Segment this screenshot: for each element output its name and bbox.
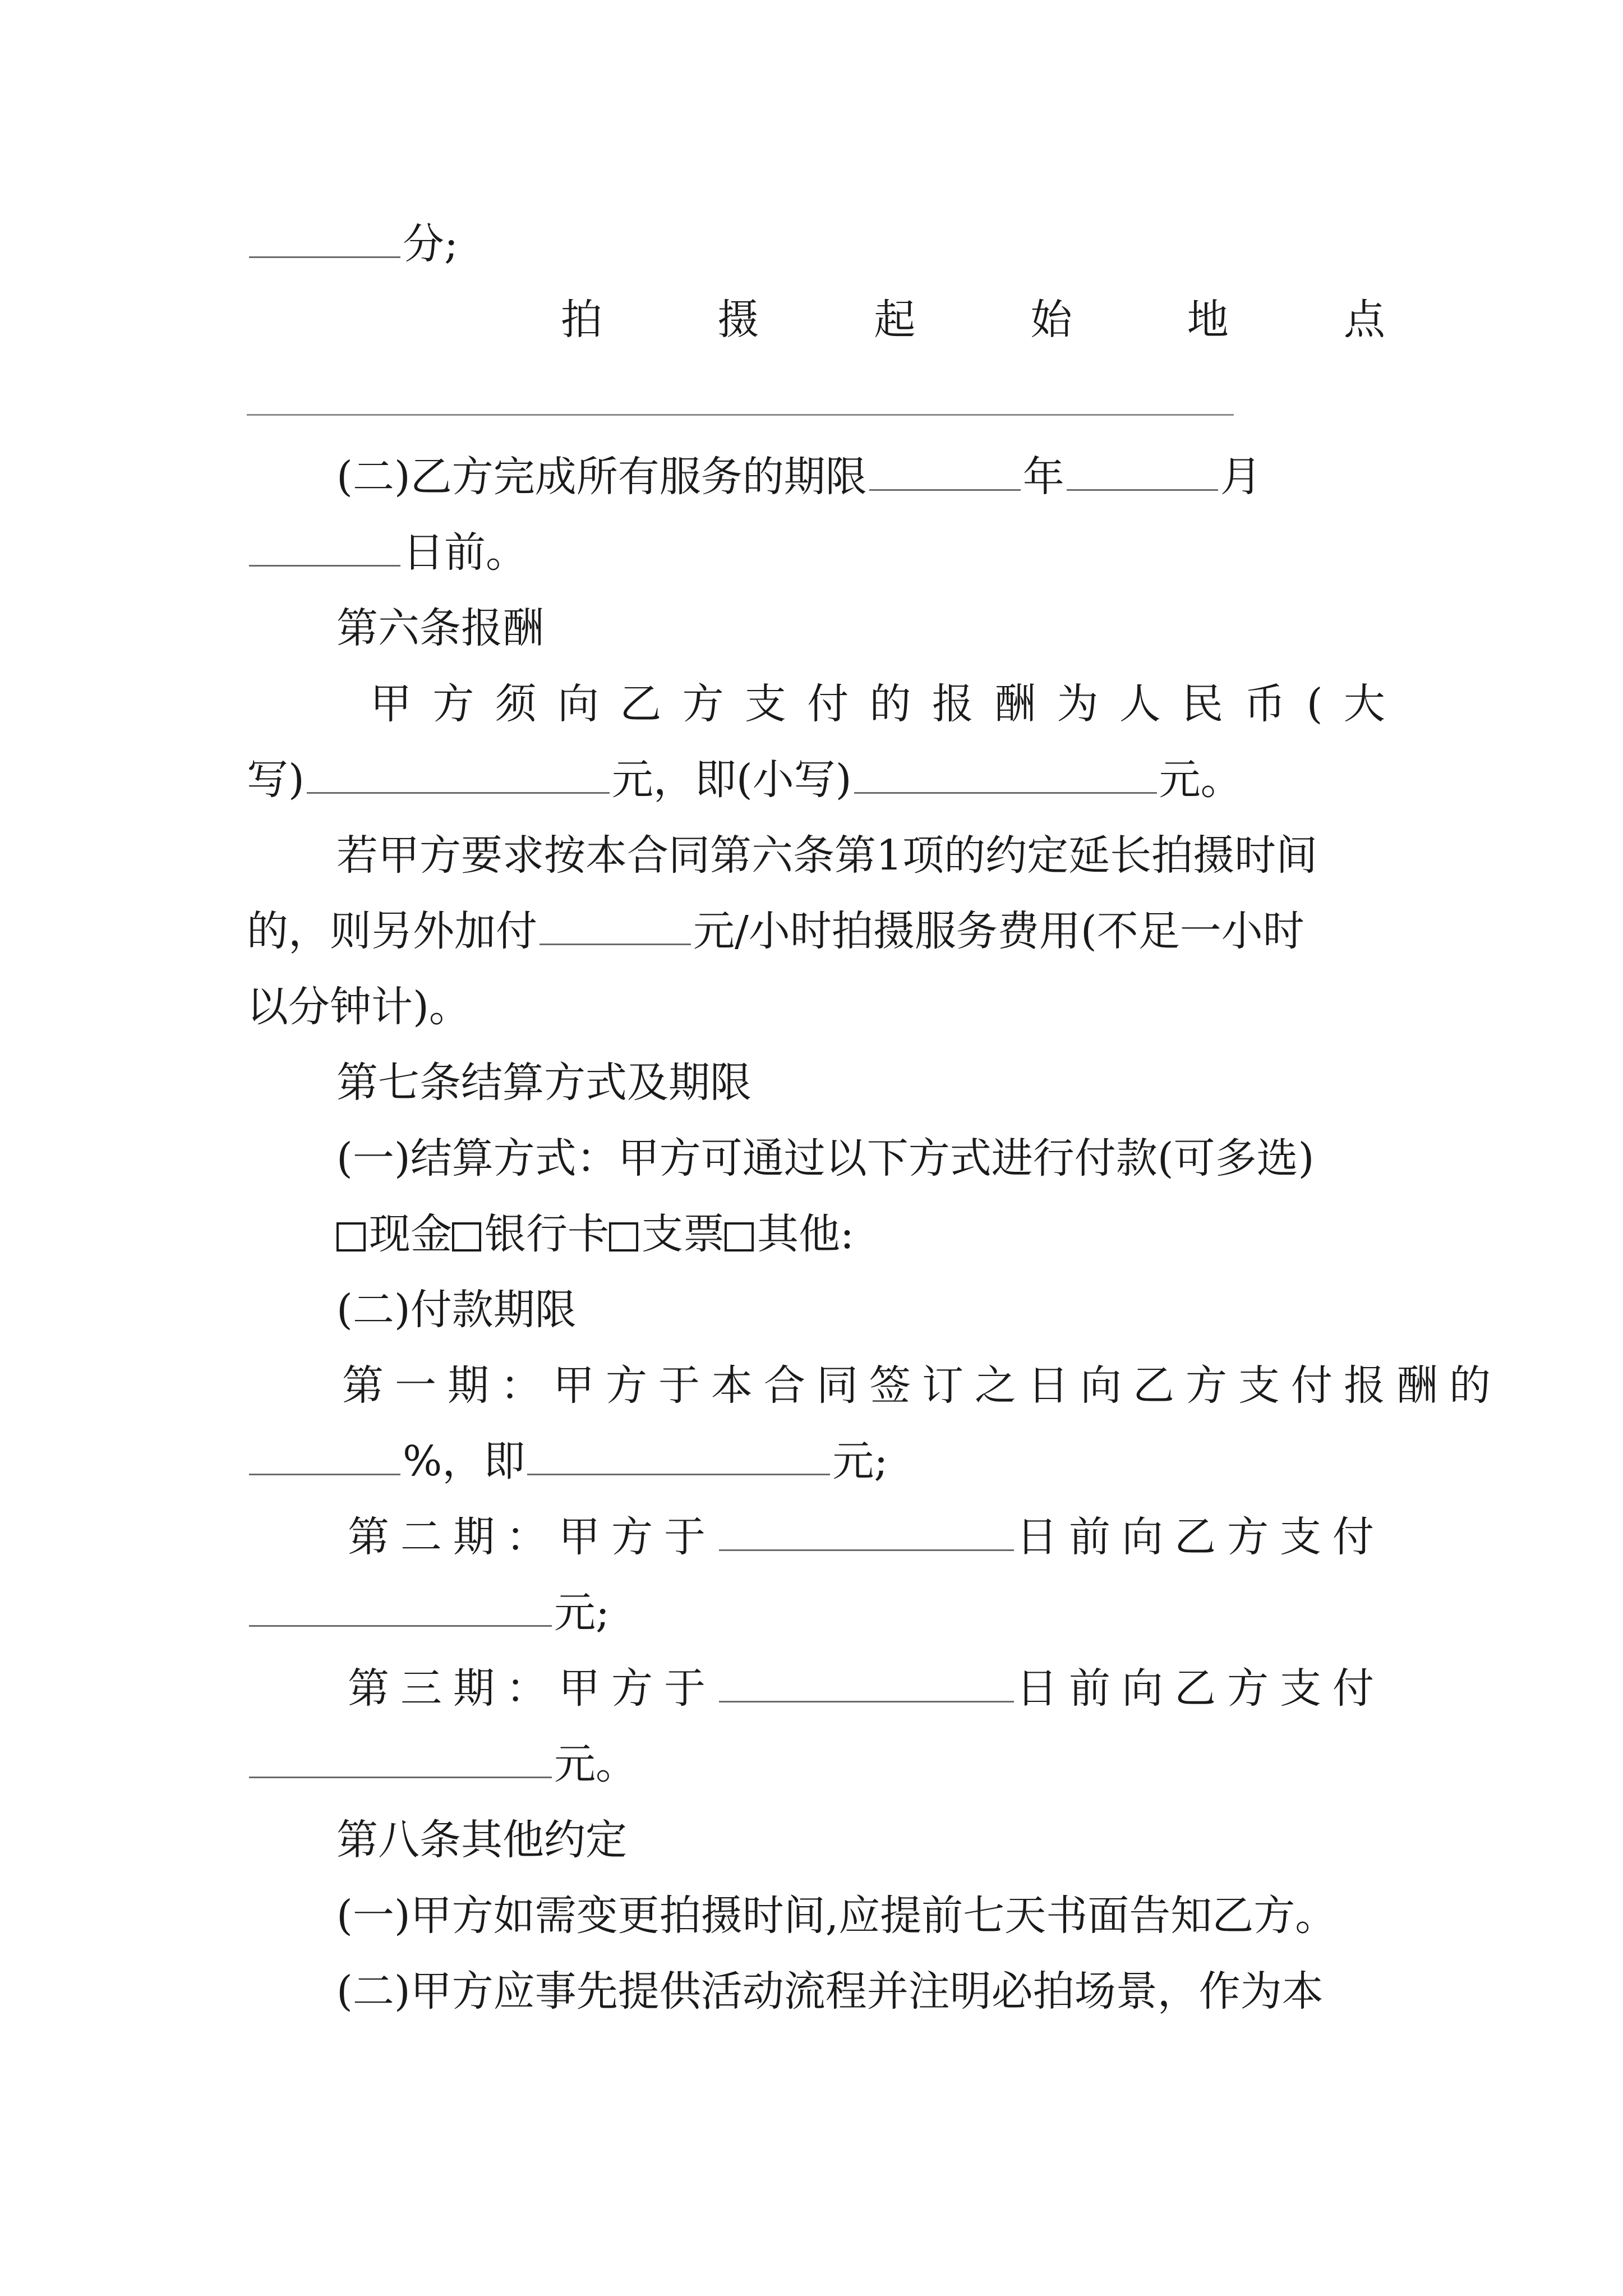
char: 向	[557, 680, 599, 728]
amount-line	[247, 749, 1385, 811]
yuan-suffix: 元。	[554, 1740, 637, 1788]
month-label: 月	[1220, 453, 1262, 501]
start-location-label	[561, 289, 1385, 351]
second-installment-pay-text: 日前向乙方支付	[1016, 1513, 1385, 1561]
hourly-fee-blank	[540, 906, 691, 945]
check-checkbox[interactable]	[609, 1222, 638, 1251]
payment-options	[336, 1203, 1385, 1265]
first-amount-blank	[527, 1436, 830, 1475]
char: 乙	[620, 680, 662, 728]
article-7-heading: 第七条结算方式及期限	[336, 1059, 751, 1107]
third-amount-blank	[249, 1739, 552, 1778]
char: 方	[432, 680, 474, 728]
year-label: 年	[1022, 453, 1064, 501]
first-installment-amount-line	[247, 1430, 1385, 1492]
char: 拍	[561, 296, 602, 344]
char: 付	[807, 680, 849, 728]
char: 始	[1030, 296, 1072, 344]
bank-card-checkbox[interactable]	[452, 1222, 481, 1251]
extension-fee-line	[247, 900, 1385, 962]
time-minutes-line	[247, 213, 1385, 275]
deadline-line	[336, 446, 1385, 508]
other-label: 其他:	[757, 1210, 854, 1258]
char: 币	[1244, 680, 1286, 728]
hourly-fee-text: 元/小时拍摄服务费用(不足一小时	[693, 907, 1304, 955]
char: 的	[869, 680, 911, 728]
other-agreement-1: (一)甲方如需变更拍摄时间,应提前七天书面告知乙方。	[336, 1892, 1337, 1940]
char: 地	[1187, 296, 1229, 344]
char: 摄	[717, 296, 759, 344]
char: 人	[1119, 680, 1161, 728]
payment-term-heading: (二)付款期限	[336, 1286, 577, 1334]
settlement-method-line: (一)结算方式：甲方可通过以下方式进行付款(可多选)	[336, 1134, 1315, 1182]
other-agreement-2: (二)甲方应事先提供活动流程并注明必拍场景，作为本	[336, 1967, 1324, 2016]
char: 报	[932, 680, 974, 728]
minutes-blank	[249, 219, 400, 258]
minutes-suffix: 分;	[403, 220, 458, 268]
char: 点	[1343, 296, 1385, 344]
article-8-heading: 第八条其他约定	[336, 1816, 627, 1864]
third-installment-amount-line	[247, 1733, 1385, 1795]
percent-label: %，即	[403, 1437, 525, 1485]
second-installment-line	[348, 1506, 1385, 1568]
second-installment-amount-line	[247, 1582, 1385, 1644]
char: 方	[682, 680, 724, 728]
day-suffix: 日前。	[403, 528, 527, 577]
third-installment-text: 第三期：甲方于	[348, 1664, 717, 1713]
third-date-blank	[719, 1663, 1014, 1703]
cash-label: 现金	[369, 1210, 452, 1258]
uppercase-amount-blank	[307, 754, 610, 794]
extension-clause-line: 若甲方要求按本合同第六条第1项的约定延长拍摄时间	[336, 831, 1318, 880]
char: 起	[874, 296, 916, 344]
day-blank	[249, 527, 400, 567]
char: 支	[744, 680, 786, 728]
yuan-suffix: 元。	[1159, 756, 1242, 804]
article-6-heading: 第六条报酬	[336, 604, 544, 652]
uppercase-label: 写)	[247, 756, 305, 804]
check-label: 支票	[642, 1210, 725, 1258]
extension-fee-note: 以分钟计)。	[247, 983, 471, 1031]
third-installment-line	[348, 1658, 1385, 1719]
other-checkbox[interactable]	[725, 1222, 754, 1251]
char: 民	[1182, 680, 1224, 728]
percent-blank	[249, 1436, 400, 1475]
month-blank	[1067, 452, 1218, 491]
extra-fee-text: 的，则另外加付	[247, 907, 537, 955]
second-amount-blank	[249, 1588, 552, 1627]
char: (	[1306, 680, 1323, 728]
yuan-suffix: 元;	[832, 1437, 888, 1485]
first-installment-line: 第一期：甲方于本合同签订之日向乙方支付报酬的	[342, 1361, 1502, 1410]
cash-checkbox[interactable]	[336, 1222, 366, 1251]
lowercase-amount-blank	[854, 754, 1157, 794]
bank-card-label: 银行卡	[485, 1210, 609, 1258]
second-date-blank	[719, 1512, 1014, 1551]
second-installment-text: 第二期：甲方于	[348, 1513, 717, 1561]
char: 大	[1343, 680, 1385, 728]
third-installment-pay-text: 日前向乙方支付	[1016, 1664, 1385, 1713]
yuan-suffix: 元;	[554, 1589, 610, 1637]
char: 为	[1057, 680, 1099, 728]
deadline-text: (二)乙方完成所有服务的期限	[336, 453, 867, 501]
payment-statement-line	[370, 673, 1385, 735]
deadline-day-line	[247, 522, 1385, 583]
char: 甲	[370, 680, 412, 728]
char: 酬	[994, 680, 1036, 728]
char: 须	[495, 680, 537, 728]
year-blank	[869, 452, 1021, 491]
lowercase-label: 元，即(小写)	[611, 756, 852, 804]
start-location-blank	[247, 414, 1234, 416]
